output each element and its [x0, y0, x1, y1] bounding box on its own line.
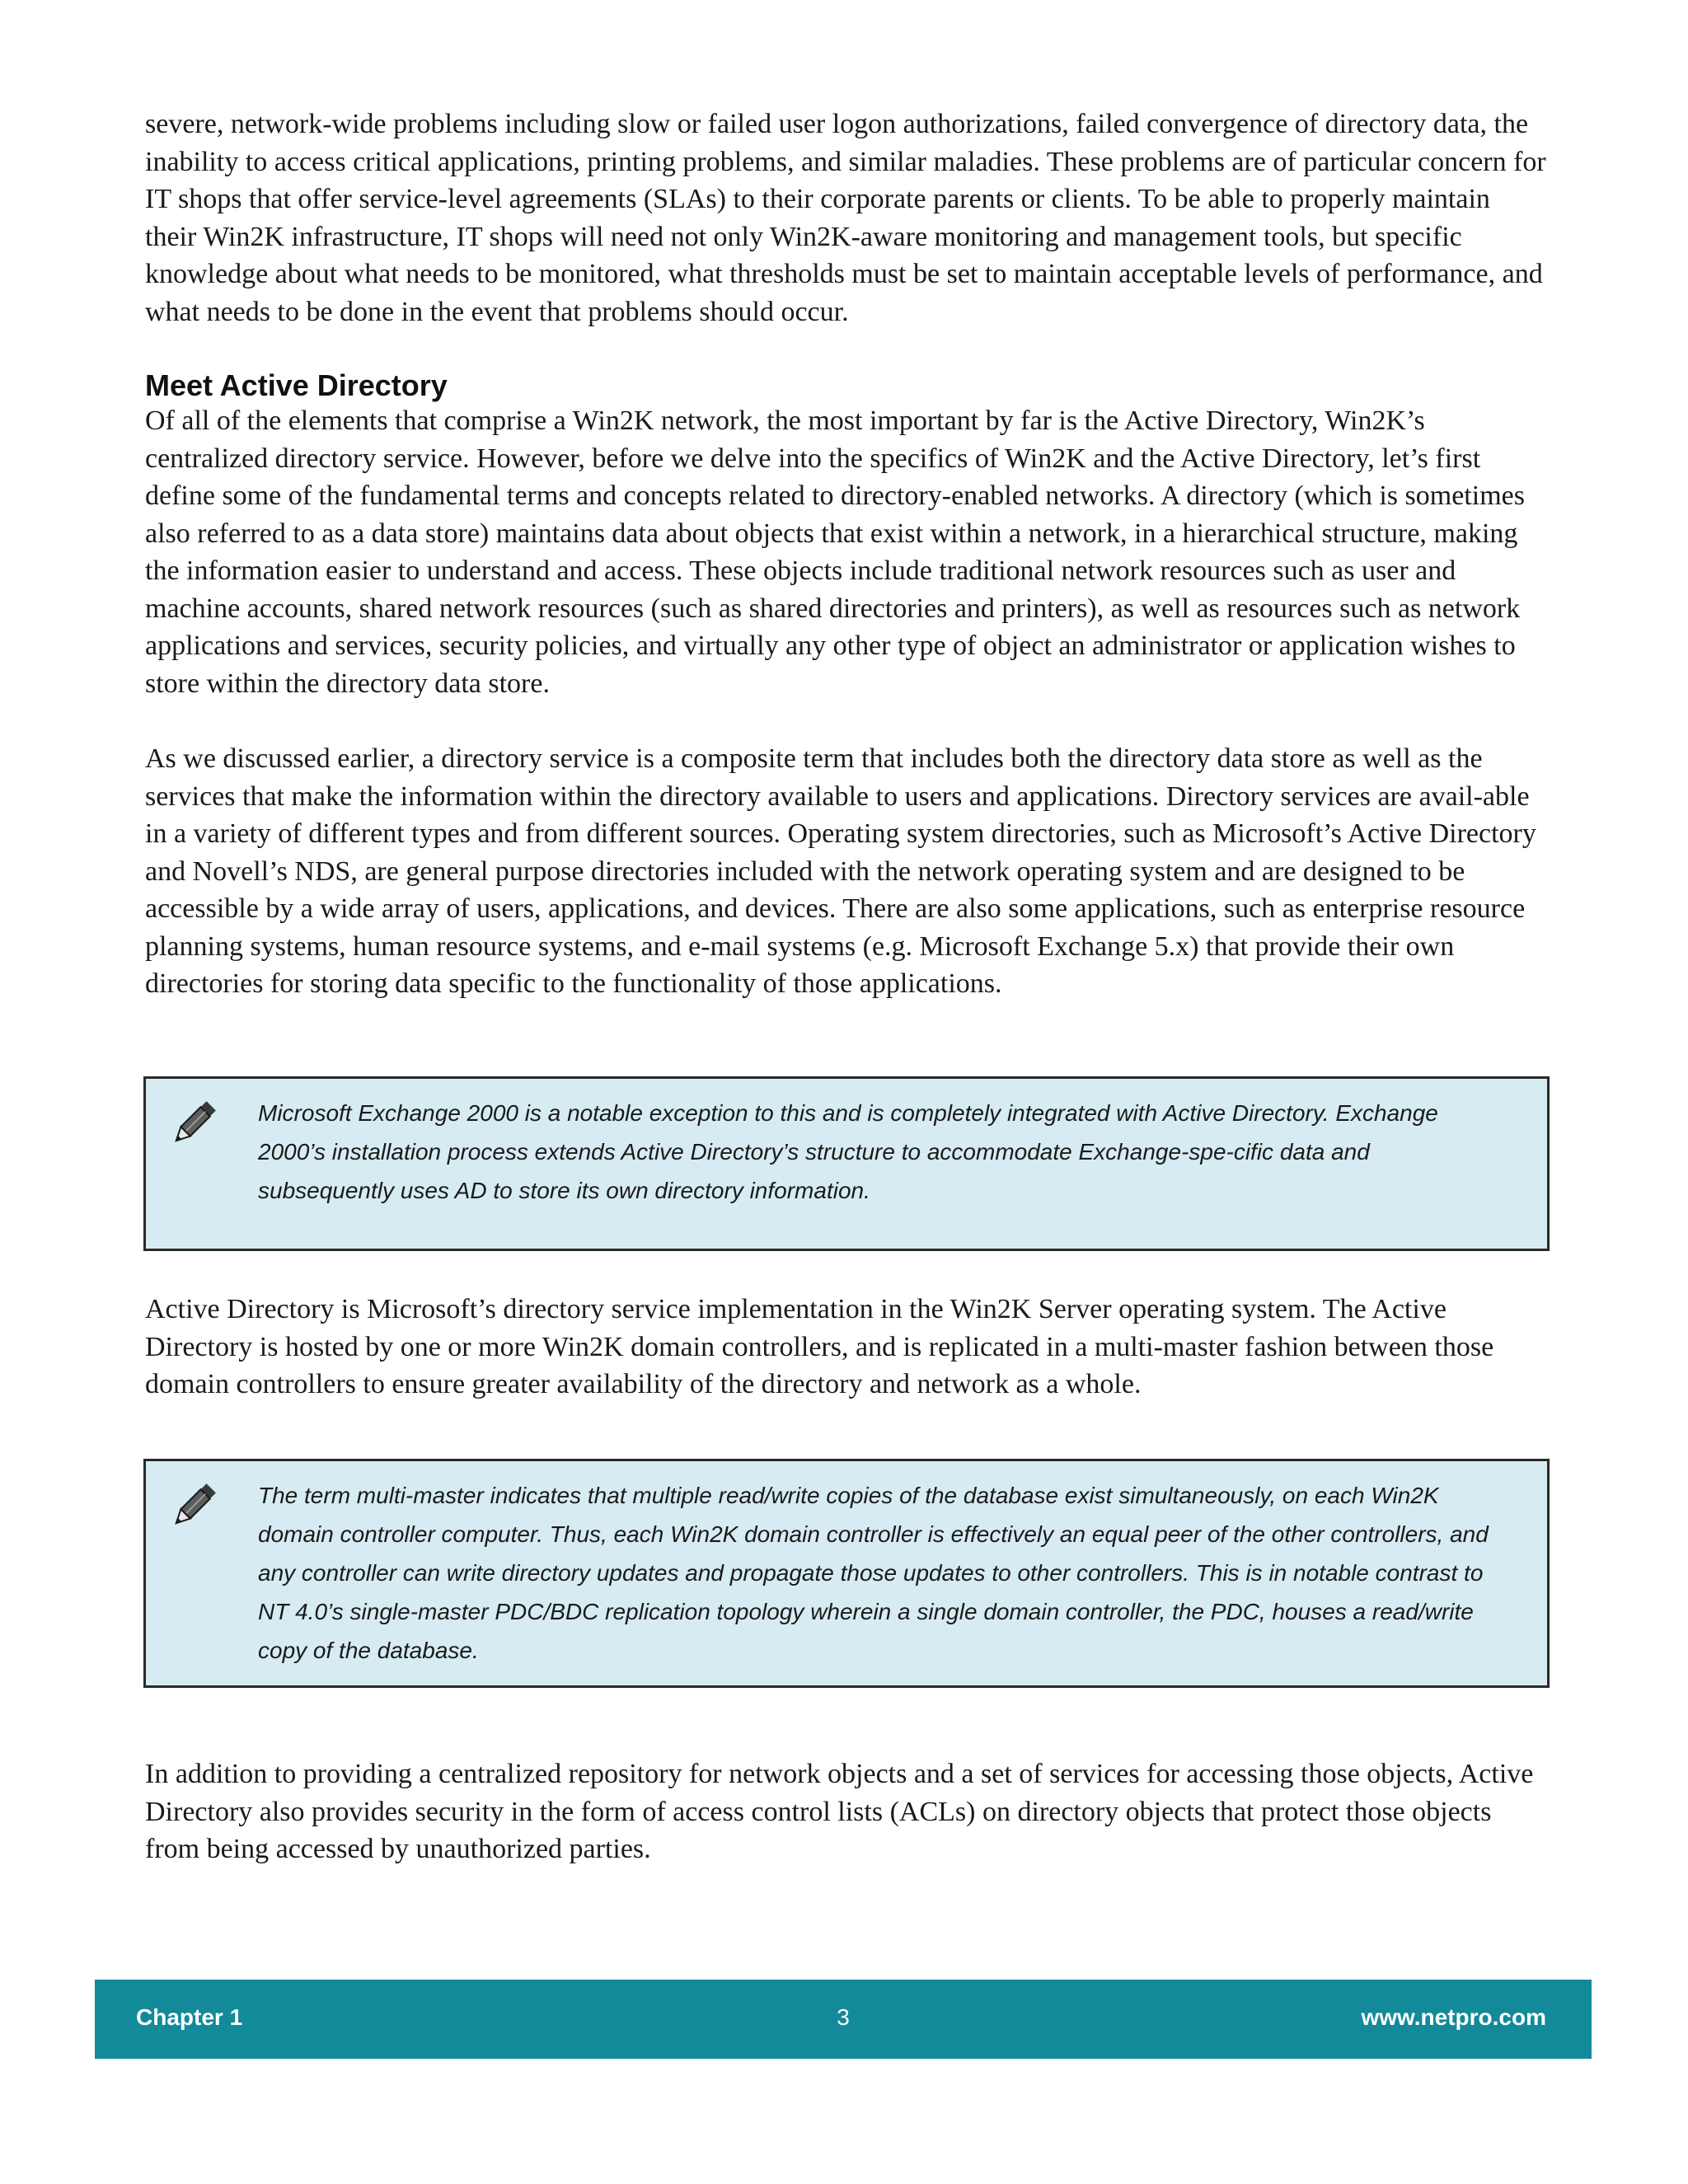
body-paragraph-directory-services: As we discussed earlier, a directory service is a composite term that includes both the directory data store as well as the services that make the information within the directory available to users and applications. Directory services are avail-able in a variety of different types and from different sources. Operating system directories, such as Microsoft’s Active Directory and Novell’s NDS, are general purpose directories included with the network operating system and are designed to be accessible by a wide array of users, applications, and devices. There are also some applications, such as enterprise resource planning systems, human resource systems, and e-mail systems (e.g. Microsoft Exchange 5.x) that provide their own directories for storing data specific to the functionality of those applications. [145, 743, 1536, 999]
body-paragraph-security: In addition to providing a centralized repository for network objects and a set of services for accessing those objects, Active Directory also provides security in the form of access control lists (ACLs) on directory objects that protect those objects from being accessed by unauthorized parties. [145, 1759, 1534, 1864]
footer-chapter: Chapter 1 [136, 2004, 243, 2030]
note-text-exchange: Microsoft Exchange 2000 is a notable exception to this and is completely integrated with Active Directory. Exchange 2000’s installation process extends Active Directory’s structure to accommodate Exchange-spe-cific data and subsequently uses AD to store its own directory information. [258, 1100, 1438, 1203]
section-heading: Meet Active Directory [145, 368, 448, 402]
body-paragraph-directory-definition: Of all of the elements that comprise a Win2K network, the most important by far is the Active Directory, Win2K’s centralized directory service. However, before we delve into the specifics of Win2K and the Active Directory, let’s first define some of the fundamental terms and concepts related to directory-enabled networks. A directory (which is sometimes also referred to as a data store) maintains data about objects that exist within a network, in a hierarchical structure, making the information easier to understand and access. These objects include traditional network resources such as user and machine accounts, shared network resources (such as shared directories and printers), as well as resources such as network applications and services, security policies, and virtually any other type of object an administrator or application wishes to store within the directory data store. [145, 405, 1525, 699]
note-text-multi-master: The term multi-master indicates that multiple read/write copies of the database exist simultaneously, on each Win2K domain controller computer. Thus, each Win2K domain controller is effectively an equal peer of the other controllers, and any controller can write directory updates and propagate those updates to other controllers. This is in notable contrast to NT 4.0’s single-master PDC/BDC replication topology wherein a single domain controller, the PDC, houses a read/write copy of the database. [258, 1483, 1489, 1663]
page-footer [95, 1980, 1592, 2059]
body-paragraph-intro: severe, network-wide problems including slow or failed user logon authorizations, failed convergence of directory data, the inability to access critical applications, printing problems, and similar maladies. These problems are of particular concern for IT shops that offer service-level agreements (SLAs) to their corporate parents or clients. To be able to properly maintain their Win2K infrastructure, IT shops will need not only Win2K-aware monitoring and management tools, but specific knowledge about what needs to be monitored, what thresholds must be set to maintain acceptable levels of performance, and what needs to be done in the event that problems should occur. [145, 109, 1546, 327]
pencil-icon [167, 1479, 220, 1532]
body-paragraph-active-directory: Active Directory is Microsoft’s directory service implementation in the Win2K Server operating system. The Active Directory is hosted by one or more Win2K domain controllers, and is replicated in a multi-master fashion between those domain controllers to ensure greater availability of the directory and network as a whole. [145, 1294, 1494, 1399]
footer-website-link[interactable]: www.netpro.com [1361, 2004, 1546, 2030]
note-box-exchange [143, 1076, 1550, 1251]
footer-page-number: 3 [837, 2004, 850, 2030]
note-box-multi-master [143, 1459, 1550, 1688]
pencil-icon [167, 1097, 220, 1150]
